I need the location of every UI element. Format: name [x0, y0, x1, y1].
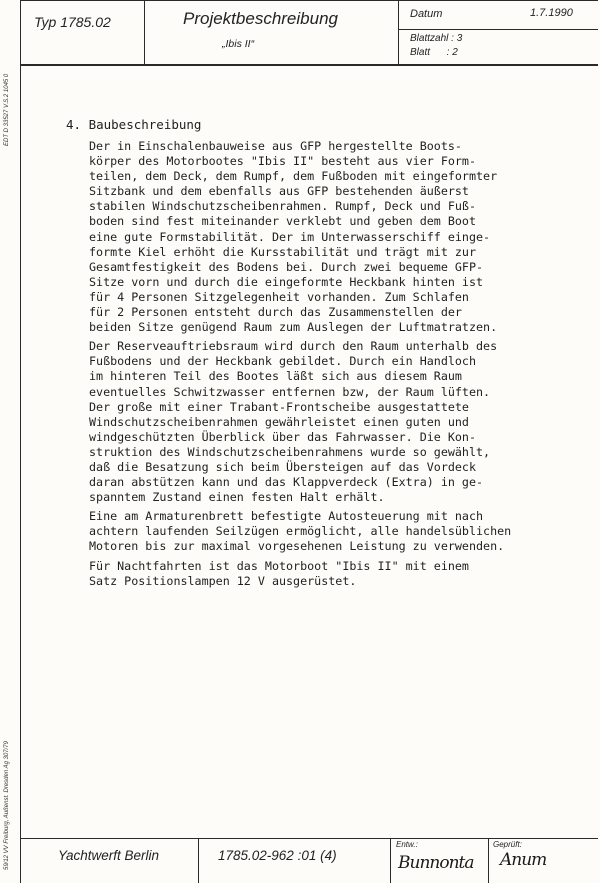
paragraph-lights: Für Nachtfahrten ist das Motorboot "Ibis II" mit einem Satz Positionslampen 12 V ausgerüstet. — [89, 558, 469, 588]
section-heading: 4. Baubeschreibung — [66, 117, 202, 132]
date-value: 1.7.1990 — [530, 7, 573, 19]
document-title: Projektbeschreibung — [183, 9, 338, 28]
sheet-number: Blatt : 2 — [410, 47, 458, 58]
header-divider-1 — [144, 0, 145, 65]
designed-label: Entw.: — [396, 840, 418, 849]
type-label: Typ 1785.02 — [34, 14, 111, 30]
description-body — [89, 139, 589, 593]
header-date-divider — [398, 29, 598, 30]
margin-code-top: EDT D 33527 V.S.2 1045 0 — [4, 73, 10, 146]
paragraph-buoyancy: Der Reserveauftriebsraum wird durch den Raum unterhalb des Fußbodens und der Heckbank gebildet. Durch ein Handloch im hinteren Teil des Bootes läßt sich aus diesem Raum eventuelles Schwitzwasser entfernen bzw, der Raum lüften. Der große mit einer Trabant-Frontscheibe ausgestattete Windschutzscheibenrahmen gewährleistet einen guten und windgeschützten Überblick über das Fahrwasser. Die Kon- struktion des Windschutzscheibenrahmens wurde so gewählt, daß die Besatzung sich beim Übersteigen auf das Vordeck daran abstützen kann und das Klappverdeck (Extra) in ge- spanntem Zustand einen festen Halt erhält. — [89, 339, 498, 505]
date-label: Datum — [410, 8, 443, 20]
paragraph-steering: Eine am Armaturenbrett befestigte Autosteuerung mit nach achtern laufenden Seilzügen ermöglicht, alle handelsüblichen Motoren bis zur maximal vorgesehenen Leistung zu verwenden. — [89, 509, 512, 554]
checked-label: Geprüft: — [493, 840, 522, 849]
sheet-count: Blattzahl : 3 — [410, 33, 463, 44]
header-top-border — [20, 0, 598, 1]
paragraph-construction: Der in Einschalenbauweise aus GFP hergestellte Boots- körper des Motorbootes "Ibis II" besteht aus vier Form- teilen, dem Deck, dem Rumpf, dem Fußboden mit eingeformter Sitzbank und dem ebenfalls aus GFP bestehenden äußerst stabilen Windschutzscheibenrahmen. Rumpf, Deck und Fuß- boden sind fest miteinander verklebt und geben dem Boot eine gute Formstabilität. Der im Unterwasserschiff einge- formte Kiel erhöht die Kursstabilität und trägt mit zur Gesamtfestigkeit des Bodens bei. Durch zwei bequeme GFP- Sitze vorn und durch die eingeformte Heckbank hinten ist für 4 Personen Sitzgelegenheit vorhanden. Zum Schlafen für 2 Personen entsteht durch das Zusammenstellen der beiden Sitze genügend Raum zum Auslegen der Luftmatratzen. — [89, 139, 498, 335]
footer-divider-2 — [390, 838, 391, 883]
header-divider-2 — [398, 0, 399, 65]
designed-signature: Bunnonta — [398, 853, 474, 873]
drawing-number: 1785.02-962 :01 (4) — [218, 848, 337, 863]
footer-divider-1 — [198, 838, 199, 883]
left-margin-line — [20, 0, 21, 883]
checked-signature: Anum — [500, 850, 547, 870]
footer-divider-3 — [488, 838, 489, 883]
header-bottom-border — [20, 64, 598, 66]
margin-code-bottom: 59/12 VV Freiburg, Außenst. Dresden Ag 307/79 — [4, 741, 10, 870]
document-subtitle: „Ibis II“ — [222, 38, 255, 50]
company-name: Yachtwerft Berlin — [58, 848, 160, 863]
